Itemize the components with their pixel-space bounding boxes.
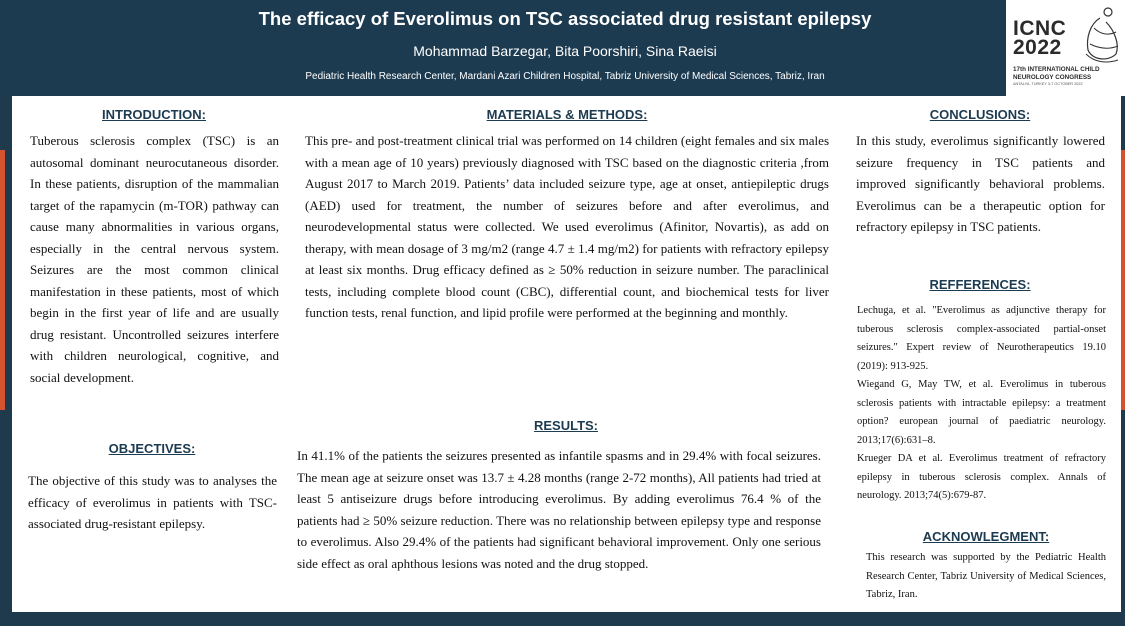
congress-logo xyxy=(1006,0,1125,96)
reference-item: Krueger DA et al. Everolimus treatment of refractory epilepsy in tuberous sclerosis complex. Annals of neurology. 2013;74(5):679-87. xyxy=(857,453,1106,501)
dancer-logo-icon xyxy=(1078,4,1122,66)
methods-text: This pre- and post-treatment clinical trial was performed on 14 children (eight females and six males with a mean age of 10 years) previously diagnosed with TSC based on the diagnostic criteria ,from August 2017 to March 2019. Patients’ data included seizure type, age at onset, antiepileptic drugs (AED) used for treatment, the number of seizures before and after everolimus, and neurodevelopmental status were collected. We used everolimus (Afinitor, Novartis), as add on therapy, with mean dosage of 3 mg/m2 (range 4.7 ± 1.4 mg/m2) for patients with refractory epilepsy at least six months. Drug efficacy defined as ≥ 50% reduction in seizure number. The paraclinical tests, including complete blood count (CBC), differential count, and biochemical tests for liver function tests, renal function, and lipid profile were performed at the beginning and monthly. xyxy=(305,133,829,320)
acknowledgment-heading: ACKNOWLEGMENT: xyxy=(922,529,1050,544)
poster-title: The efficacy of Everolimus on TSC associated drug resistant epilepsy xyxy=(258,8,872,29)
introduction-heading: INTRODUCTION: xyxy=(102,107,206,122)
results-heading: RESULTS: xyxy=(533,418,599,433)
references-list xyxy=(857,302,1106,506)
acknowledgment-text: This research was supported by the Pediatric Health Research Center, Tabriz University of Medical Sciences, Tabriz, Iran. xyxy=(866,552,1106,600)
poster-authors: Mohammad Barzegar, Bita Poorshiri, Sina Raeisi xyxy=(413,43,717,59)
poster-affiliation: Pediatric Health Research Center, Mardani Azari Children Hospital, Tabriz University of Medical Sciences, Tabriz, Iran xyxy=(305,71,825,82)
methods-heading: MATERIALS & METHODS: xyxy=(486,107,648,122)
conclusions-heading: CONCLUSIONS: xyxy=(929,107,1031,122)
left-accent-stripe xyxy=(0,150,5,410)
objectives-heading: OBJECTIVES: xyxy=(108,441,196,456)
objectives-text: The objective of this study was to analyses the efficacy of everolimus in patients with TSC- associated drug-resistant epilepsy. xyxy=(28,473,277,531)
logo-wordmark: ICNC 2022 xyxy=(1013,17,1067,59)
logo-dates: ANTALYA, TURKEY 3-7 OCTOBER 2022 xyxy=(1013,82,1083,86)
results-text: In 41.1% of the patients the seizures presented as infantile spasms and in 29.4% with focal seizures. The mean age at seizure onset was 13.7 ± 4.28 months (range 2-72 months), All patients had tried at least 5 antiseizure drugs before introducing everolimus. By adding everolimus 76.4 % of the patients had ≥ 50% seizure reduction. There was no relationship between epilepsy type and response to everolimus. Also 29.4% of the patients had significant behavioral improvement. Only one serious side effect as oral aphthous lesions was noted and the drug stopped. xyxy=(297,448,821,571)
logo-subtitle: 17th INTERNATIONAL CHILD NEUROLOGY CONGRESS xyxy=(1013,66,1100,81)
references-heading: REFFERENCES: xyxy=(929,277,1031,292)
conclusions-text: In this study, everolimus significantly lowered seizure frequency in TSC patients and improved significantly behavioral problems. Everolimus can be a therapeutic option for refractory epilepsy in TSC patients. xyxy=(856,133,1105,234)
reference-item: Wiegand G, May TW, et al. Everolimus in tuberous sclerosis patients with intractable epilepsy: a treatment option? european journal of paediatric neurology. 2013;17(6):631–8. xyxy=(857,379,1106,446)
introduction-text: Tuberous sclerosis complex (TSC) is an autosomal dominant neurocutaneous disorder. In these patients, disruption of the mammalian target of the rapamycin (m-TOR) pathway can cause many abnormalities in various organs, especially in the central nervous system. Seizures are the most common clinical manifestation in these patients, most of which begin in the first year of life and are usually drug resistant. Uncontrolled seizures interfere with children neurological, cognitive, and social development. xyxy=(30,133,279,385)
poster-header xyxy=(0,0,1125,96)
reference-item: Lechuga, et al. "Everolimus as adjunctive therapy for tuberous sclerosis complex-associated partial-onset seizures." Expert review of Neurotherapeutics 19.10 (2019): 913-925. xyxy=(857,305,1106,372)
